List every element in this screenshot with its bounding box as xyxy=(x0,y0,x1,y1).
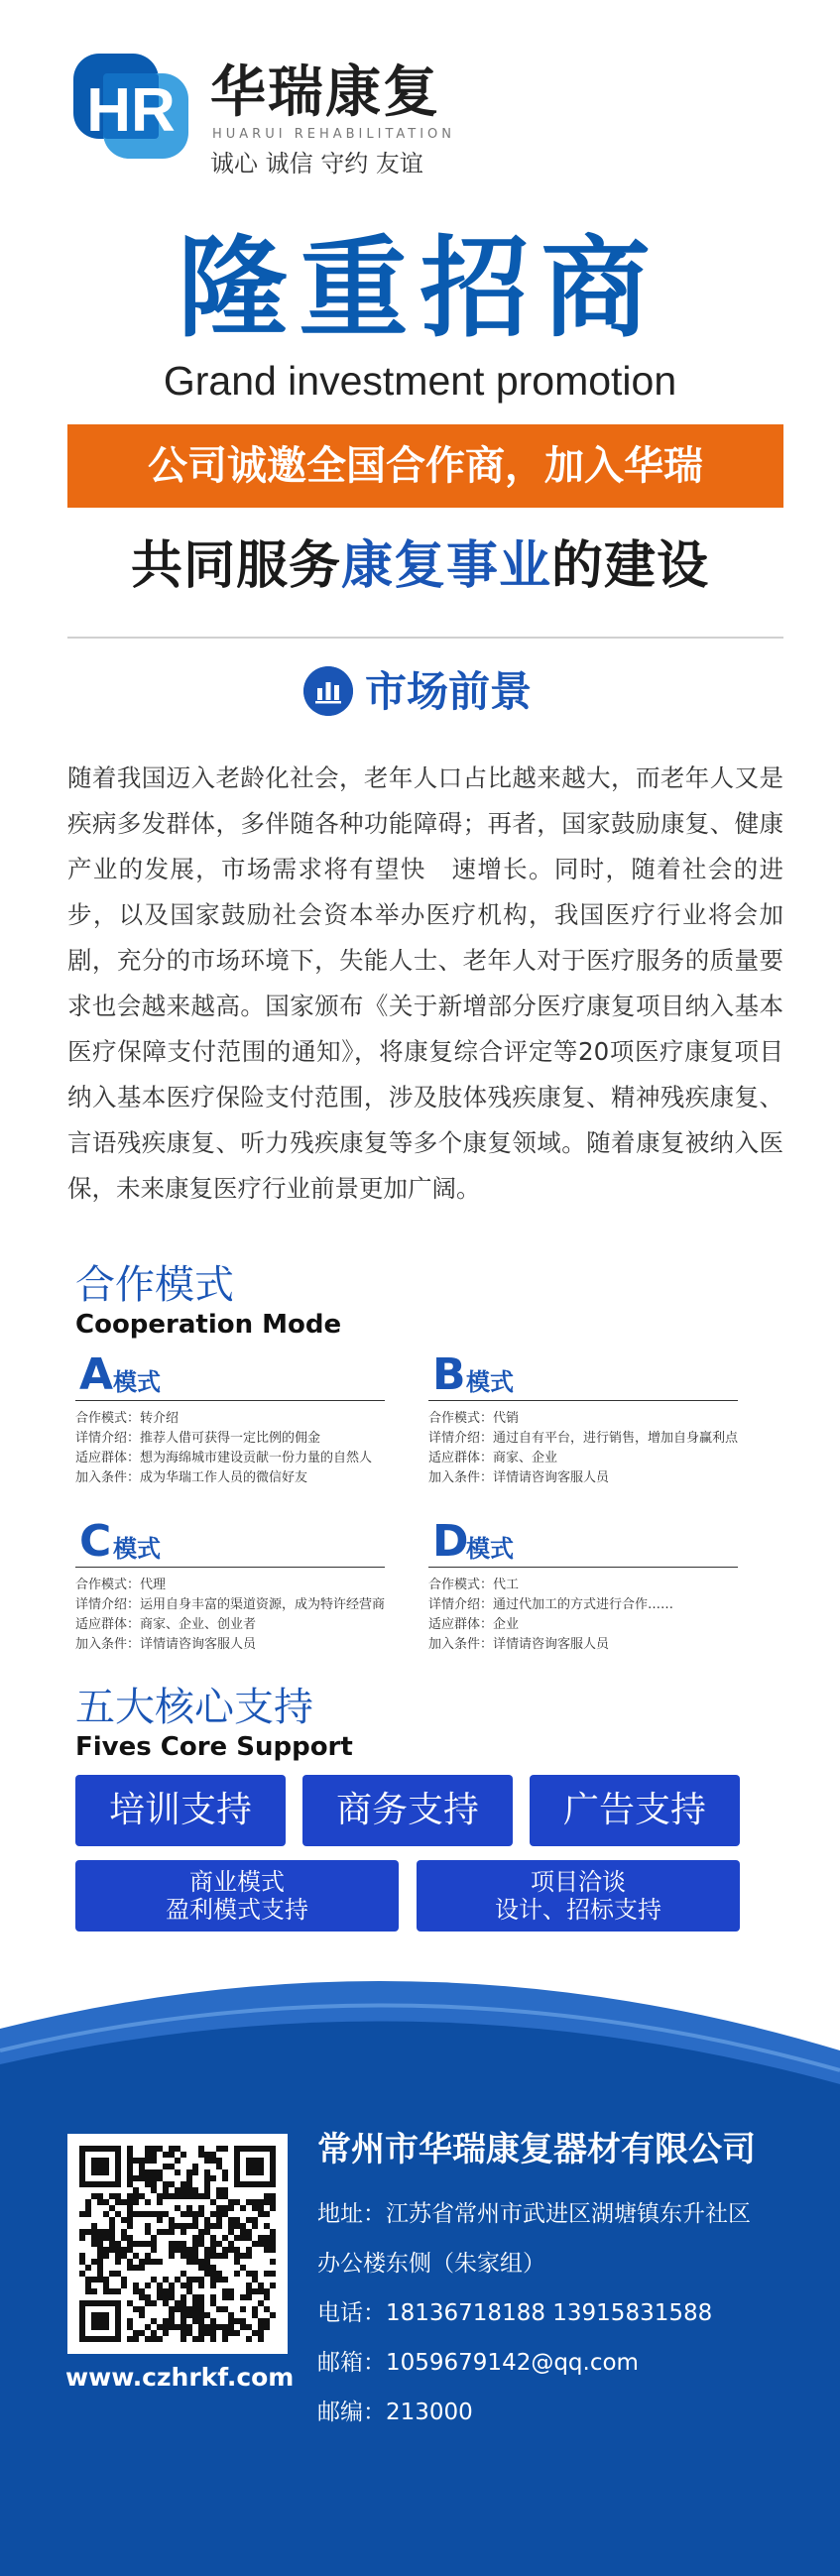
mode-word: 模式 xyxy=(466,1535,514,1563)
mode-word: 模式 xyxy=(113,1368,161,1396)
business-model-support-button[interactable] xyxy=(75,1860,399,1932)
mode-line: 详情介绍：通过自有平台，进行销售，增加自身赢利点 xyxy=(428,1431,738,1446)
button-line: 盈利模式支持 xyxy=(166,1896,308,1924)
button-line: 设计、招标支持 xyxy=(495,1896,661,1924)
mode-line: 合作模式：转介绍 xyxy=(75,1411,180,1426)
website-url[interactable]: www.czhrkf.com xyxy=(65,2363,295,2392)
advertising-support-button[interactable]: 广告支持 xyxy=(530,1775,740,1846)
email: 邮箱：1059679142@qq.com xyxy=(317,2350,639,2376)
address-line-1: 地址：江苏省常州市武进区湖塘镇东升社区 xyxy=(317,2201,751,2227)
mode-a-card xyxy=(75,1350,385,1488)
market-paragraph: 随着我国迈入老龄化社会，老年人口占比越来越大，而老年人又是疾病多发群体，多伴随各种功能障碍；再者，国家鼓励康复、健康产业的发展，市场需求将有望快 速增长。同时，随着社会的进步，以及国家鼓励社会资本举办医疗机构，我国医疗行业将会加剧，充分的市场环境下，失能人士、老年人对于医疗服务的质量要求也会越来越高。国家颁布《关于新增部分医疗康复项目纳入基本医疗保障支付范围的通知》，将康复综合评定等20项医疗康复项目纳入基本医疗保险支付范围，涉及肢体残疾康复、精神残疾康复、言语残疾康复、听力残疾康复等多个康复领域。随着康复被纳入医保，未来康复医疗行业前景更加广阔。 xyxy=(67,763,783,1203)
mode-line: 加入条件：成为华瑞工作人员的微信好友 xyxy=(75,1470,308,1485)
mode-letter: D xyxy=(432,1516,469,1567)
mode-line: 详情介绍：推荐人借可获得一定比例的佣金 xyxy=(75,1431,321,1446)
mode-letter: B xyxy=(432,1349,466,1400)
mode-line: 适应群体：企业 xyxy=(428,1617,520,1632)
tagline-highlight: 康复事业 xyxy=(340,536,551,596)
mode-line: 加入条件：详情请咨询客服人员 xyxy=(428,1637,610,1652)
huarui-logo-icon xyxy=(67,48,194,163)
brand-name: 华瑞康复 xyxy=(210,60,440,125)
qr-code-icon[interactable] xyxy=(67,2134,288,2354)
phone: 电话：18136718188 13915831588 xyxy=(317,2300,713,2326)
button-line: 商业模式 xyxy=(189,1868,285,1896)
divider xyxy=(67,637,783,639)
mode-word: 模式 xyxy=(113,1535,161,1563)
mode-line: 详情介绍：通过代加工的方式进行合作…… xyxy=(428,1597,674,1612)
core-support-title: 五大核心支持 xyxy=(75,1685,313,1730)
market-title: 市场前景 xyxy=(365,667,533,716)
hero-title: 隆重招商 xyxy=(178,225,662,352)
tagline-post: 的建设 xyxy=(551,536,710,596)
mode-c-card xyxy=(75,1517,385,1655)
bar-chart-icon xyxy=(303,666,353,716)
company-name: 常州市华瑞康复器材有限公司 xyxy=(317,2130,756,2169)
business-support-button[interactable]: 商务支持 xyxy=(302,1775,513,1846)
invitation-banner: 公司诚邀全国合作商，加入华瑞 xyxy=(67,424,783,508)
postcode: 邮编：213000 xyxy=(317,2400,473,2425)
brand-english-name: HUARUI REHABILITATION xyxy=(212,127,455,142)
mode-line: 合作模式：代理 xyxy=(75,1578,167,1592)
mode-line: 加入条件：详情请咨询客服人员 xyxy=(75,1637,257,1652)
brand-slogan: 诚心 诚信 守约 友谊 xyxy=(210,150,423,177)
button-line: 项目洽谈 xyxy=(531,1868,626,1896)
mode-line: 加入条件：详情请咨询客服人员 xyxy=(428,1470,610,1485)
training-support-button[interactable]: 培训支持 xyxy=(75,1775,286,1846)
mode-letter: C xyxy=(79,1516,112,1567)
tagline xyxy=(0,535,840,597)
mode-line: 适应群体：想为海绵城市建设贡献一份力量的自然人 xyxy=(75,1451,373,1465)
logo-letters: HR xyxy=(86,76,176,145)
tagline-pre: 共同服务 xyxy=(130,536,341,596)
mode-line: 适应群体：商家、企业、创业者 xyxy=(75,1617,257,1632)
mode-b-card xyxy=(428,1350,738,1488)
mode-line: 适应群体：商家、企业 xyxy=(428,1451,558,1465)
cooperation-title-en: Cooperation Mode xyxy=(75,1310,342,1340)
address-line-2: 办公楼东侧（朱家组） xyxy=(317,2251,545,2277)
mode-letter: A xyxy=(79,1349,114,1400)
mode-line: 合作模式：代销 xyxy=(428,1411,520,1426)
cooperation-title: 合作模式 xyxy=(75,1262,234,1308)
mode-d-card xyxy=(428,1517,738,1655)
project-negotiation-support-button[interactable] xyxy=(417,1860,740,1932)
core-support-title-en: Fives Core Support xyxy=(75,1732,353,1762)
mode-word: 模式 xyxy=(466,1368,514,1396)
mode-line: 详情介绍：运用自身丰富的渠道资源，成为特许经营商 xyxy=(75,1597,385,1612)
mode-line: 合作模式：代工 xyxy=(428,1578,520,1592)
hero-subtitle: Grand investment promotion xyxy=(163,358,677,404)
